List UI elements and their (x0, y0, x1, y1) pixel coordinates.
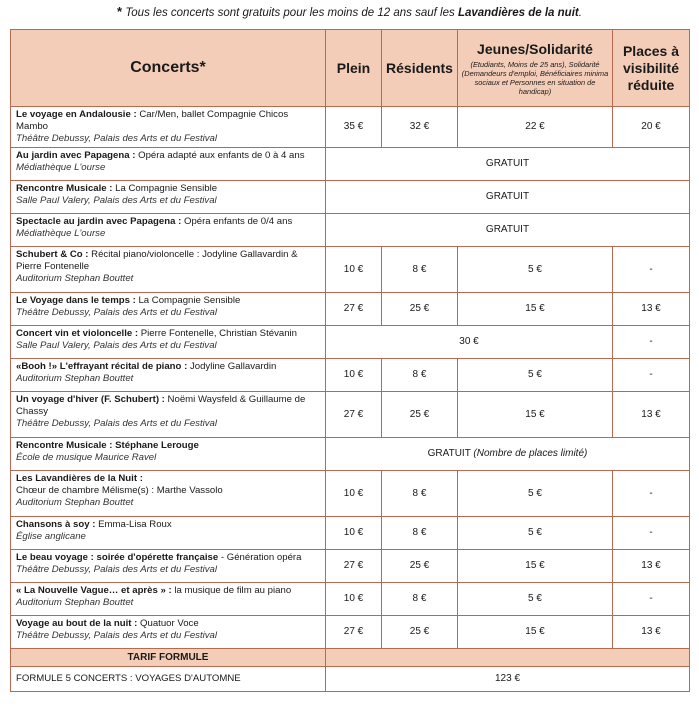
concert-name-cell (11, 293, 326, 326)
concert-description: Récital piano/violoncelle : Jodyline Gallavardin & Pierre Fontenelle (16, 249, 298, 272)
table-row (11, 293, 690, 326)
price-residents: 8 € (382, 517, 458, 550)
concert-venue: Théâtre Debussy, Palais des Arts et du Festival (16, 564, 218, 575)
concert-venue: Théâtre Debussy, Palais des Arts et du Festival (16, 307, 218, 318)
concert-name-cell (11, 326, 326, 359)
price-jeunes: 5 € (458, 583, 613, 616)
concert-name-cell (11, 550, 326, 583)
price-places-reduites: - (613, 471, 690, 517)
header-jeunes-title: Jeunes/Solidarité (477, 40, 593, 57)
price-places-reduites: 20 € (613, 107, 690, 148)
price-jeunes: 5 € (458, 517, 613, 550)
concert-description: la musique de film au piano (171, 585, 292, 596)
price-jeunes: 15 € (458, 550, 613, 583)
table-row (11, 214, 690, 247)
concert-description: Jodyline Gallavardin (187, 361, 277, 372)
free-under-12-note (0, 4, 699, 19)
concert-name-cell (11, 181, 326, 214)
gratuit-cell (326, 214, 690, 247)
price-residents: 25 € (382, 293, 458, 326)
concert-title: « La Nouvelle Vague… et après » : (16, 585, 172, 596)
price-places-reduites: - (613, 583, 690, 616)
price-plein: 27 € (326, 550, 382, 583)
price-residents: 25 € (382, 392, 458, 438)
concert-description: La Compagnie Sensible (112, 183, 218, 194)
concert-venue: Théâtre Debussy, Palais des Arts et du Festival (16, 133, 218, 144)
price-jeunes: 5 € (458, 247, 613, 293)
concert-title: Schubert & Co : (16, 249, 89, 260)
price-plein: 27 € (326, 616, 382, 649)
price-residents: 8 € (382, 471, 458, 517)
table-row (11, 247, 690, 293)
formule-label: FORMULE 5 CONCERTS : VOYAGES D'AUTOMNE (11, 667, 326, 692)
formule-row (11, 667, 690, 692)
concert-line2: Chœur de chambre Mélisme(s) : Marthe Vassolo (16, 485, 223, 496)
table-row (11, 616, 690, 649)
price-merged: 30 € (326, 326, 613, 359)
table-header-row (11, 30, 690, 107)
asterisk: * (117, 4, 123, 19)
note-text: Tous les concerts sont gratuits pour les moins de 12 ans sauf les (125, 7, 455, 19)
price-places-reduites: 13 € (613, 293, 690, 326)
table-row (11, 550, 690, 583)
concert-name-cell (11, 247, 326, 293)
concert-name-cell (11, 359, 326, 392)
concert-description: Pierre Fontenelle, Christian Stévanin (138, 328, 298, 339)
concert-venue: Auditorium Stephan Bouttet (16, 597, 134, 608)
gratuit-cell (326, 181, 690, 214)
price-plein: 10 € (326, 247, 382, 293)
header-jeunes-solidarite (458, 30, 613, 107)
concert-description: Opéra enfants de 0/4 ans (181, 216, 293, 227)
concert-name-cell (11, 148, 326, 181)
concert-price-table (10, 29, 690, 692)
price-residents: 8 € (382, 247, 458, 293)
concert-description: Quatuor Voce (137, 618, 199, 629)
table-row (11, 359, 690, 392)
concert-title: «Booh !» L'effrayant récital de piano : (16, 361, 188, 372)
note-end: . (578, 7, 582, 19)
concert-venue: Auditorium Stephan Bouttet (16, 497, 134, 508)
price-plein: 10 € (326, 471, 382, 517)
concert-venue: Auditorium Stephan Bouttet (16, 273, 134, 284)
price-places-reduites: 13 € (613, 550, 690, 583)
concert-venue: Médiathèque L'ourse (16, 162, 106, 173)
price-jeunes: 5 € (458, 359, 613, 392)
concert-description: - Génération opéra (218, 552, 302, 563)
price-plein: 10 € (326, 359, 382, 392)
gratuit-cell (326, 438, 690, 471)
gratuit-label: GRATUIT (485, 191, 530, 202)
concert-title: Spectacle au jardin avec Papagena : (16, 216, 182, 227)
concert-title: Un voyage d'hiver (F. Schubert) : (16, 394, 165, 405)
concert-title: Voyage au bout de la nuit : (16, 618, 138, 629)
concert-name-cell (11, 616, 326, 649)
concert-title: Le voyage en Andalousie : (16, 109, 137, 120)
price-jeunes: 5 € (458, 471, 613, 517)
table-row (11, 181, 690, 214)
price-jeunes: 15 € (458, 616, 613, 649)
header-plein: Plein (326, 30, 382, 107)
concert-title: Chansons à soy : (16, 519, 96, 530)
concert-description: Opéra adapté aux enfants de 0 à 4 ans (135, 150, 305, 161)
note-highlight: Lavandières de la nuit (457, 7, 579, 19)
table-row (11, 148, 690, 181)
concert-venue: Théâtre Debussy, Palais des Arts et du Festival (16, 418, 218, 429)
price-places-reduites: - (613, 247, 690, 293)
concert-name-cell (11, 583, 326, 616)
concert-description: Car/Men, ballet Compagnie Chicos Mambo (16, 109, 289, 132)
table-row (11, 438, 690, 471)
concert-title: Les Lavandières de la Nuit : (16, 473, 143, 484)
formule-price: 123 € (326, 667, 690, 692)
concert-venue: École de musique Maurice Ravel (16, 452, 157, 463)
gratuit-cell (326, 148, 690, 181)
table-row (11, 326, 690, 359)
header-concerts: Concerts* (11, 30, 326, 107)
tarif-formule-row (11, 649, 690, 667)
concert-venue: Église anglicane (16, 531, 86, 542)
price-places-reduites: 13 € (613, 392, 690, 438)
concert-venue: Salle Paul Valery, Palais des Arts et du Festival (16, 195, 217, 206)
price-residents: 32 € (382, 107, 458, 148)
gratuit-note: (Nombre de places limité) (473, 448, 588, 459)
concert-title: Le beau voyage : soirée d'opérette française (16, 552, 219, 563)
price-residents: 25 € (382, 550, 458, 583)
concert-name-cell (11, 438, 326, 471)
concert-name-cell (11, 517, 326, 550)
price-plein: 27 € (326, 392, 382, 438)
concert-description: Emma-Lisa Roux (95, 519, 172, 530)
concert-title: Rencontre Musicale : (16, 183, 113, 194)
concert-description: Noëmi Waysfeld & Guillaume de Chassy (16, 394, 306, 417)
price-plein: 10 € (326, 517, 382, 550)
concert-name-cell (11, 471, 326, 517)
concert-title: Concert vin et violoncelle : (16, 328, 139, 339)
concert-name-cell (11, 107, 326, 148)
tarif-formule-empty (326, 649, 690, 667)
concert-description: La Compagnie Sensible (135, 295, 241, 306)
price-places-reduites: - (613, 326, 690, 359)
price-places-reduites: - (613, 517, 690, 550)
concert-title: Le Voyage dans le temps : (16, 295, 136, 306)
concert-venue: Auditorium Stephan Bouttet (16, 373, 134, 384)
price-jeunes: 15 € (458, 293, 613, 326)
price-places-reduites: - (613, 359, 690, 392)
concert-venue: Salle Paul Valery, Palais des Arts et du Festival (16, 340, 217, 351)
price-residents: 8 € (382, 359, 458, 392)
concert-title: Rencontre Musicale : Stéphane Lerouge (16, 440, 199, 451)
concert-title: Au jardin avec Papagena : (16, 150, 136, 161)
table-row (11, 471, 690, 517)
concert-venue: Médiathèque L'ourse (16, 228, 106, 239)
header-places-visibilite-reduite: Places à visibilité réduite (613, 30, 690, 107)
gratuit-label: GRATUIT (485, 224, 530, 235)
concert-name-cell (11, 214, 326, 247)
header-jeunes-subtitle: (Etudiants, Moins de 25 ans), Solidarité (Demandeurs d'emploi, Bénéficiaires minima sociaux et Personnes en situation de handicap) (461, 59, 609, 96)
table-row (11, 392, 690, 438)
table-row (11, 107, 690, 148)
concert-venue: Théâtre Debussy, Palais des Arts et du Festival (16, 630, 218, 641)
price-plein: 35 € (326, 107, 382, 148)
concert-name-cell (11, 392, 326, 438)
price-plein: 27 € (326, 293, 382, 326)
price-residents: 8 € (382, 583, 458, 616)
price-jeunes: 15 € (458, 392, 613, 438)
header-residents: Résidents (382, 30, 458, 107)
price-places-reduites: 13 € (613, 616, 690, 649)
gratuit-label: GRATUIT (485, 158, 530, 169)
table-row (11, 517, 690, 550)
tarif-formule-label: TARIF FORMULE (11, 649, 326, 667)
price-residents: 25 € (382, 616, 458, 649)
table-row (11, 583, 690, 616)
gratuit-label: GRATUIT (427, 448, 471, 459)
price-plein: 10 € (326, 583, 382, 616)
price-jeunes: 22 € (458, 107, 613, 148)
